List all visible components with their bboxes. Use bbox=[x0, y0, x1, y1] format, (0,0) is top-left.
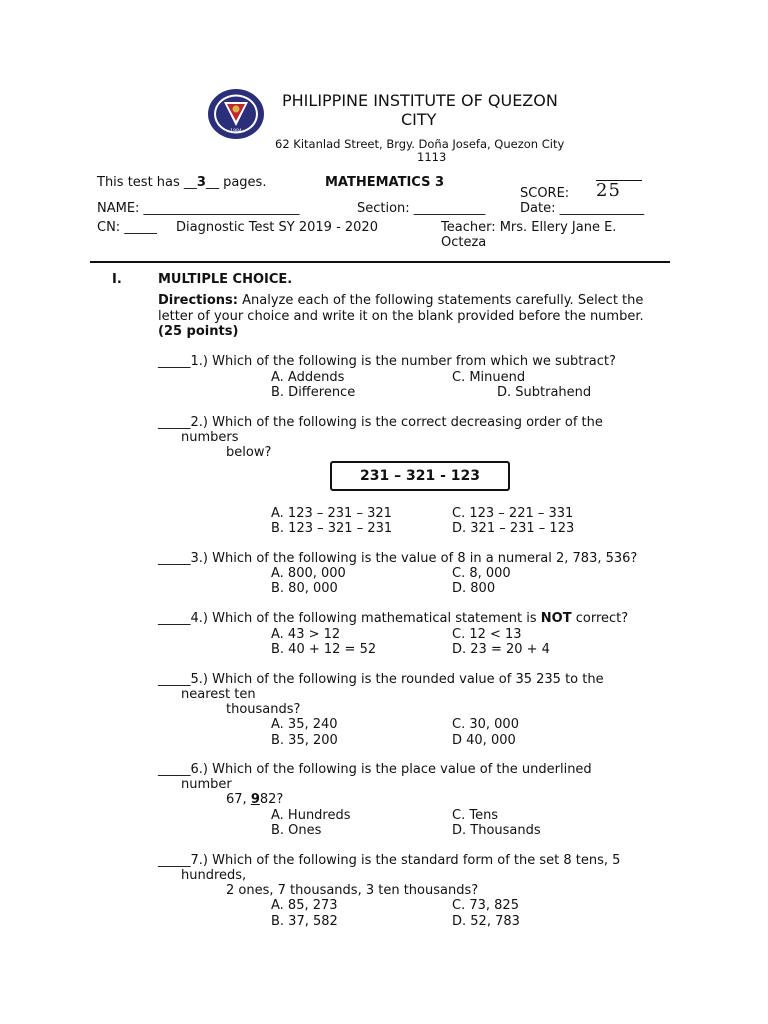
name-field: NAME: ________________________ bbox=[97, 201, 300, 216]
q1-option-c: C. Minuend bbox=[452, 370, 526, 385]
q3-option-d: D. 800 bbox=[452, 581, 496, 596]
question-5-line2: nearest ten bbox=[181, 687, 256, 702]
question-3: _____3.) Which of the following is the value of 8 in a numeral 2, 783, 536? bbox=[158, 551, 638, 566]
question-7-line1: _____7.) Which of the following is the standard form of the set 8 tens, 5 bbox=[158, 853, 621, 868]
question-5-line3: thousands? bbox=[226, 702, 301, 717]
school-name-line2: CITY bbox=[401, 110, 437, 129]
q3-option-c: C. 8, 000 bbox=[452, 566, 511, 581]
q1-option-a: A. Addends bbox=[271, 370, 345, 385]
q5-option-a: A. 35, 240 bbox=[271, 717, 338, 732]
q6-option-b: B. Ones bbox=[271, 823, 322, 838]
q7-option-c: C. 73, 825 bbox=[452, 898, 519, 913]
part-number: I. bbox=[112, 272, 122, 287]
part-title: MULTIPLE CHOICE. bbox=[158, 272, 293, 287]
q3-option-b: B. 80, 000 bbox=[271, 581, 338, 596]
question-1: _____1.) Which of the following is the number from which we subtract? bbox=[158, 354, 616, 369]
q4-option-a: A. 43 > 12 bbox=[271, 627, 341, 642]
directions-line2: letter of your choice and write it on the blank provided before the number. bbox=[158, 309, 644, 324]
q6-option-c: C. Tens bbox=[452, 808, 499, 823]
teacher-line1: Teacher: Mrs. Ellery Jane E. bbox=[441, 220, 617, 235]
q6-option-a: A. Hundreds bbox=[271, 808, 351, 823]
number-sequence-box: 231 – 321 - 123 bbox=[330, 461, 510, 491]
question-6-line1: _____6.) Which of the following is the place value of the underlined bbox=[158, 762, 592, 777]
school-seal-logo bbox=[207, 88, 265, 140]
pages-info: This test has __3__ pages. bbox=[97, 175, 267, 190]
question-2-line3: below? bbox=[226, 445, 272, 460]
directions-points: (25 points) bbox=[158, 324, 239, 339]
q2-option-a: A. 123 – 231 – 321 bbox=[271, 506, 392, 521]
section-field: Section: ___________ bbox=[357, 201, 486, 216]
q4-option-d: D. 23 = 20 + 4 bbox=[452, 642, 550, 657]
question-2-line1: _____2.) Which of the following is the correct decreasing order of the bbox=[158, 415, 603, 430]
q1-option-d: D. Subtrahend bbox=[497, 385, 592, 400]
directions-line1: Directions: Analyze each of the following statements carefully. Select the bbox=[158, 293, 644, 308]
question-5-line1: _____5.) Which of the following is the rounded value of 35 235 to the bbox=[158, 672, 604, 687]
q7-option-b: B. 37, 582 bbox=[271, 914, 338, 929]
q1-option-b: B. Difference bbox=[271, 385, 356, 400]
question-6-line2: number bbox=[181, 777, 232, 792]
school-name-line1: PHILIPPINE INSTITUTE OF QUEZON bbox=[282, 91, 558, 110]
q3-option-a: A. 800, 000 bbox=[271, 566, 346, 581]
date-field: Date: _____________ bbox=[520, 201, 645, 216]
q4-option-b: B. 40 + 12 = 52 bbox=[271, 642, 377, 657]
q2-option-c: C. 123 – 221 – 331 bbox=[452, 506, 574, 521]
question-4: _____4.) Which of the following mathematical statement is NOT correct? bbox=[158, 611, 629, 626]
score-total: 25 bbox=[596, 180, 621, 201]
header-divider bbox=[90, 261, 670, 263]
question-7-line3: 2 ones, 7 thousands, 3 ten thousands? bbox=[226, 883, 479, 898]
q7-option-d: D. 52, 783 bbox=[452, 914, 520, 929]
q5-option-b: B. 35, 200 bbox=[271, 733, 338, 748]
diagnostic-title: Diagnostic Test SY 2019 - 2020 bbox=[176, 220, 378, 235]
subject-title: MATHEMATICS 3 bbox=[325, 175, 445, 190]
q4-option-c: C. 12 < 13 bbox=[452, 627, 522, 642]
q2-option-d: D. 321 – 231 – 123 bbox=[452, 521, 575, 536]
question-2-line2: numbers bbox=[181, 430, 239, 445]
cn-field: CN: _____ bbox=[97, 220, 157, 235]
svg-text:1984: 1984 bbox=[230, 129, 242, 134]
teacher-line2: Octeza bbox=[441, 235, 487, 250]
q5-option-c: C. 30, 000 bbox=[452, 717, 519, 732]
q6-option-d: D. Thousands bbox=[452, 823, 541, 838]
q7-option-a: A. 85, 273 bbox=[271, 898, 338, 913]
q5-option-d: D 40, 000 bbox=[452, 733, 516, 748]
q2-option-b: B. 123 – 321 – 231 bbox=[271, 521, 393, 536]
question-6-number: 67, 982? bbox=[226, 792, 284, 807]
question-7-line2: hundreds, bbox=[181, 868, 247, 883]
address-line2: 1113 bbox=[417, 150, 447, 164]
score-label: SCORE: bbox=[520, 186, 570, 201]
address-line1: 62 Kitanlad Street, Brgy. Doña Josefa, Quezon City bbox=[275, 137, 565, 151]
